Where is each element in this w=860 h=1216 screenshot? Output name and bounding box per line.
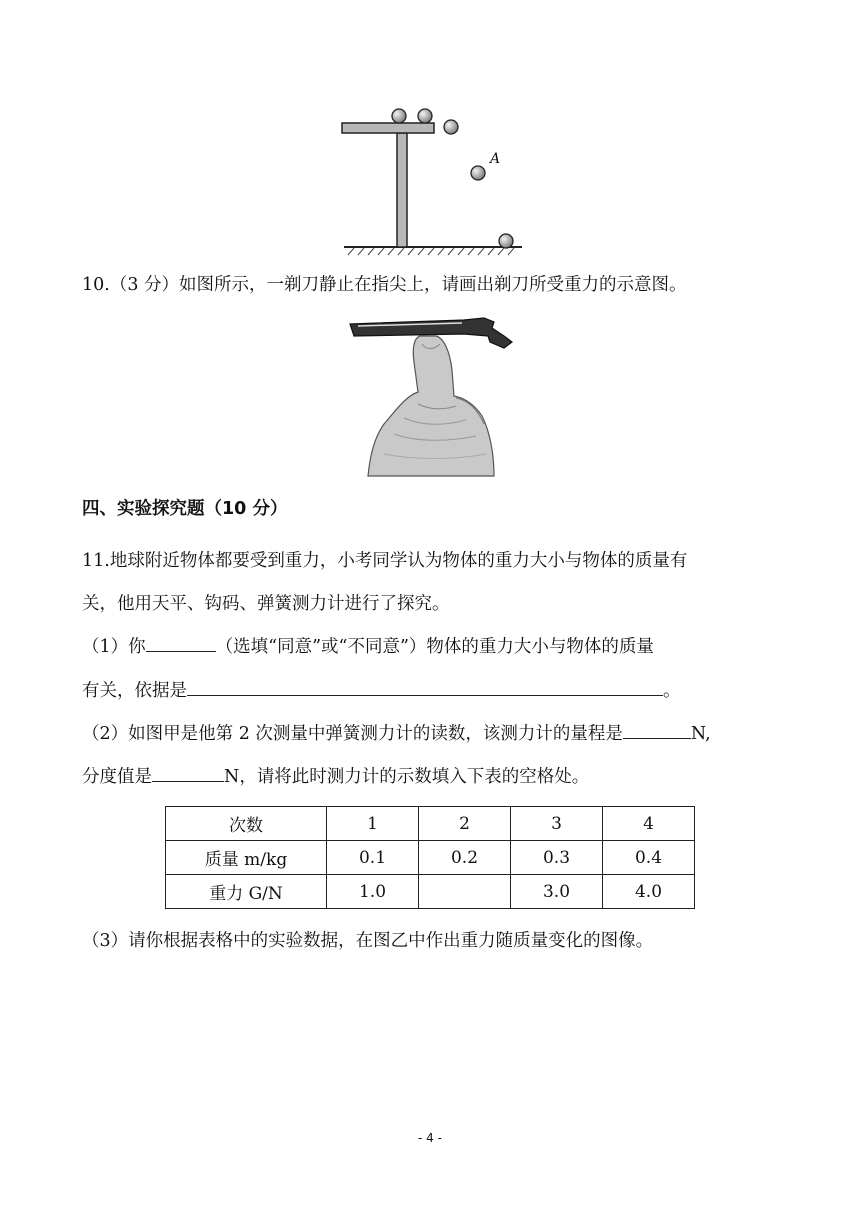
answer-blank-range[interactable]: [623, 720, 691, 739]
answer-blank-basis[interactable]: [187, 677, 663, 696]
question-10: 10.（3 分）如图所示，一剃刀静止在指尖上，请画出剃刀所受重力的示意图。: [82, 275, 687, 295]
table-header-cell: 次数: [166, 807, 327, 841]
table-cell: 0.1: [327, 841, 419, 875]
section-title: 四、实验探究题（10 分）: [82, 499, 288, 519]
data-table: [165, 806, 695, 909]
table-row: [166, 875, 695, 909]
q11-part2-line2: [82, 763, 589, 789]
answer-blank-division[interactable]: [152, 763, 224, 782]
table-cell: 1.0: [327, 875, 419, 909]
table-header-row: [166, 807, 695, 841]
q11-part1-suffix: （选填“同意”或“不同意”）物体的重力大小与物体的质量: [215, 637, 654, 657]
table-cell: 质量 m/kg: [166, 841, 327, 875]
ball-drop-figure: [336, 100, 526, 256]
table-header-cell: 2: [419, 807, 511, 841]
table-cell: 3.0: [511, 875, 603, 909]
q11-part1-prefix: （1）你: [82, 637, 146, 657]
q11-part2-line1: [82, 720, 711, 746]
table-cell-empty[interactable]: [419, 875, 511, 909]
q11-part2-prefix: （2）如图甲是他第 2 次测量中弹簧测力计的读数，该测力计的量程是: [82, 724, 623, 744]
q11-part3: （3）请你根据表格中的实验数据，在图乙中作出重力随质量变化的图像。: [82, 931, 654, 951]
table-row: [166, 841, 695, 875]
table-cell: 0.3: [511, 841, 603, 875]
q11-part1-line1: [82, 633, 654, 659]
table-header-cell: 1: [327, 807, 419, 841]
q11-part2-unit: N,: [690, 724, 711, 744]
table-header-cell: 3: [511, 807, 603, 841]
table-cell: 4.0: [603, 875, 695, 909]
q11-part2-division-label: 分度值是: [82, 767, 152, 787]
q11-line2: 关，他用天平、钩码、弹簧测力计进行了探究。: [82, 594, 450, 614]
page-number: - 4 -: [418, 1131, 442, 1145]
q11-part2-suffix: N，请将此时测力计的示数填入下表的空格处。: [224, 767, 590, 787]
table-cell: 0.2: [419, 841, 511, 875]
ball-label-a: A: [490, 151, 501, 167]
table-header-cell: 4: [603, 807, 695, 841]
q11-part1-basis-label: 有关，依据是: [82, 681, 187, 701]
table-cell: 0.4: [603, 841, 695, 875]
answer-blank-agree[interactable]: [146, 633, 216, 652]
razor-on-finger-figure: [344, 314, 520, 478]
q11-line1: 11.地球附近物体都要受到重力，小考同学认为物体的重力大小与物体的质量有: [82, 551, 688, 571]
q11-part1-line2: [82, 677, 681, 703]
table-cell: 重力 G/N: [166, 875, 327, 909]
q11-part1-end: 。: [663, 681, 681, 701]
